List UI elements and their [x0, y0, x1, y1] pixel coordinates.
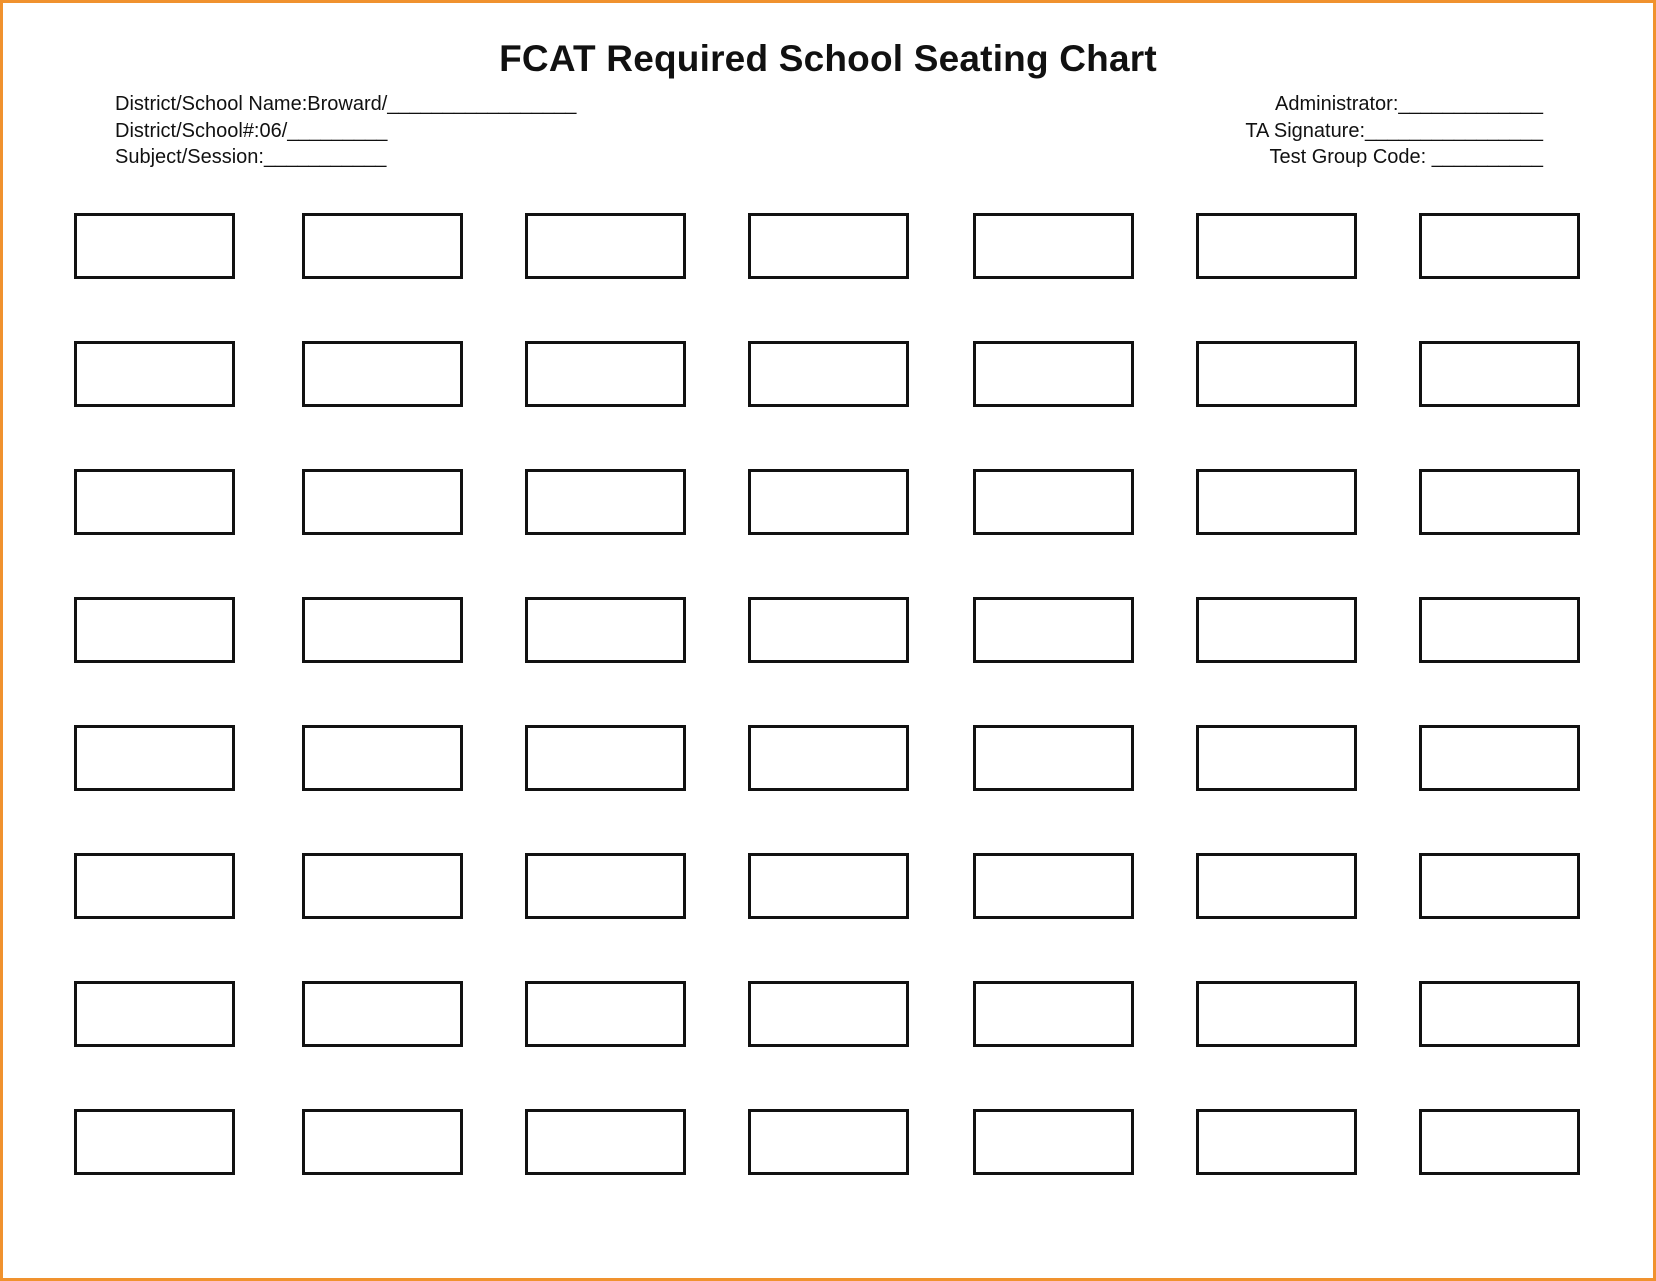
seat-box[interactable]: [302, 341, 463, 407]
administrator-field[interactable]: Administrator:_____________: [1275, 93, 1543, 115]
seat-box[interactable]: [1196, 725, 1357, 791]
seat-box[interactable]: [1196, 213, 1357, 279]
seat-box[interactable]: [973, 1109, 1134, 1175]
seat-box[interactable]: [525, 213, 686, 279]
seat-box[interactable]: [1419, 213, 1580, 279]
seat-box[interactable]: [74, 597, 235, 663]
seat-box[interactable]: [74, 725, 235, 791]
seat-box[interactable]: [748, 1109, 909, 1175]
seat-box[interactable]: [525, 597, 686, 663]
seat-box[interactable]: [525, 469, 686, 535]
seat-box[interactable]: [748, 213, 909, 279]
seat-box[interactable]: [302, 725, 463, 791]
seat-box[interactable]: [748, 725, 909, 791]
seat-box[interactable]: [525, 981, 686, 1047]
seat-box[interactable]: [973, 597, 1134, 663]
seat-box[interactable]: [1419, 341, 1580, 407]
header-right-fields: [1245, 91, 1543, 171]
seat-box[interactable]: [525, 725, 686, 791]
seat-box[interactable]: [973, 341, 1134, 407]
district-school-number-field[interactable]: District/School#:06/_________: [115, 119, 388, 142]
seat-box[interactable]: [1196, 981, 1357, 1047]
seat-box[interactable]: [973, 725, 1134, 791]
seat-box[interactable]: [1196, 597, 1357, 663]
seat-box[interactable]: [74, 213, 235, 279]
subject-session-field[interactable]: Subject/Session:___________: [115, 146, 387, 168]
seat-box[interactable]: [1196, 1109, 1357, 1175]
seat-box[interactable]: [973, 981, 1134, 1047]
page-title: FCAT Required School Seating Chart: [499, 38, 1157, 79]
seat-box[interactable]: [748, 981, 909, 1047]
seat-box[interactable]: [1419, 981, 1580, 1047]
seat-box[interactable]: [1196, 469, 1357, 535]
seat-box[interactable]: [74, 981, 235, 1047]
seat-box[interactable]: [1419, 597, 1580, 663]
seat-box[interactable]: [302, 853, 463, 919]
seat-box[interactable]: [302, 213, 463, 279]
seat-box[interactable]: [1419, 1109, 1580, 1175]
ta-signature-field[interactable]: TA Signature:________________: [1245, 119, 1543, 142]
test-group-code-field[interactable]: Test Group Code: __________: [1269, 146, 1543, 168]
seat-box[interactable]: [1419, 853, 1580, 919]
district-school-name-field[interactable]: District/School Name:Broward/_________________: [115, 93, 577, 115]
seat-box[interactable]: [302, 469, 463, 535]
header-left-fields: [115, 91, 576, 171]
seat-box[interactable]: [748, 341, 909, 407]
seat-box[interactable]: [525, 341, 686, 407]
seat-box[interactable]: [74, 853, 235, 919]
seat-box[interactable]: [748, 469, 909, 535]
seat-box[interactable]: [1419, 725, 1580, 791]
seat-box[interactable]: [525, 853, 686, 919]
seat-box[interactable]: [74, 1109, 235, 1175]
seat-box[interactable]: [1196, 853, 1357, 919]
seat-box[interactable]: [525, 1109, 686, 1175]
seat-box[interactable]: [74, 469, 235, 535]
seat-box[interactable]: [973, 469, 1134, 535]
seat-box[interactable]: [74, 341, 235, 407]
seat-box[interactable]: [302, 1109, 463, 1175]
seat-box[interactable]: [973, 853, 1134, 919]
seat-box[interactable]: [1419, 469, 1580, 535]
seat-box[interactable]: [748, 597, 909, 663]
seat-box[interactable]: [748, 853, 909, 919]
seat-box[interactable]: [302, 597, 463, 663]
seat-box[interactable]: [1196, 341, 1357, 407]
seat-box[interactable]: [973, 213, 1134, 279]
seat-box[interactable]: [302, 981, 463, 1047]
